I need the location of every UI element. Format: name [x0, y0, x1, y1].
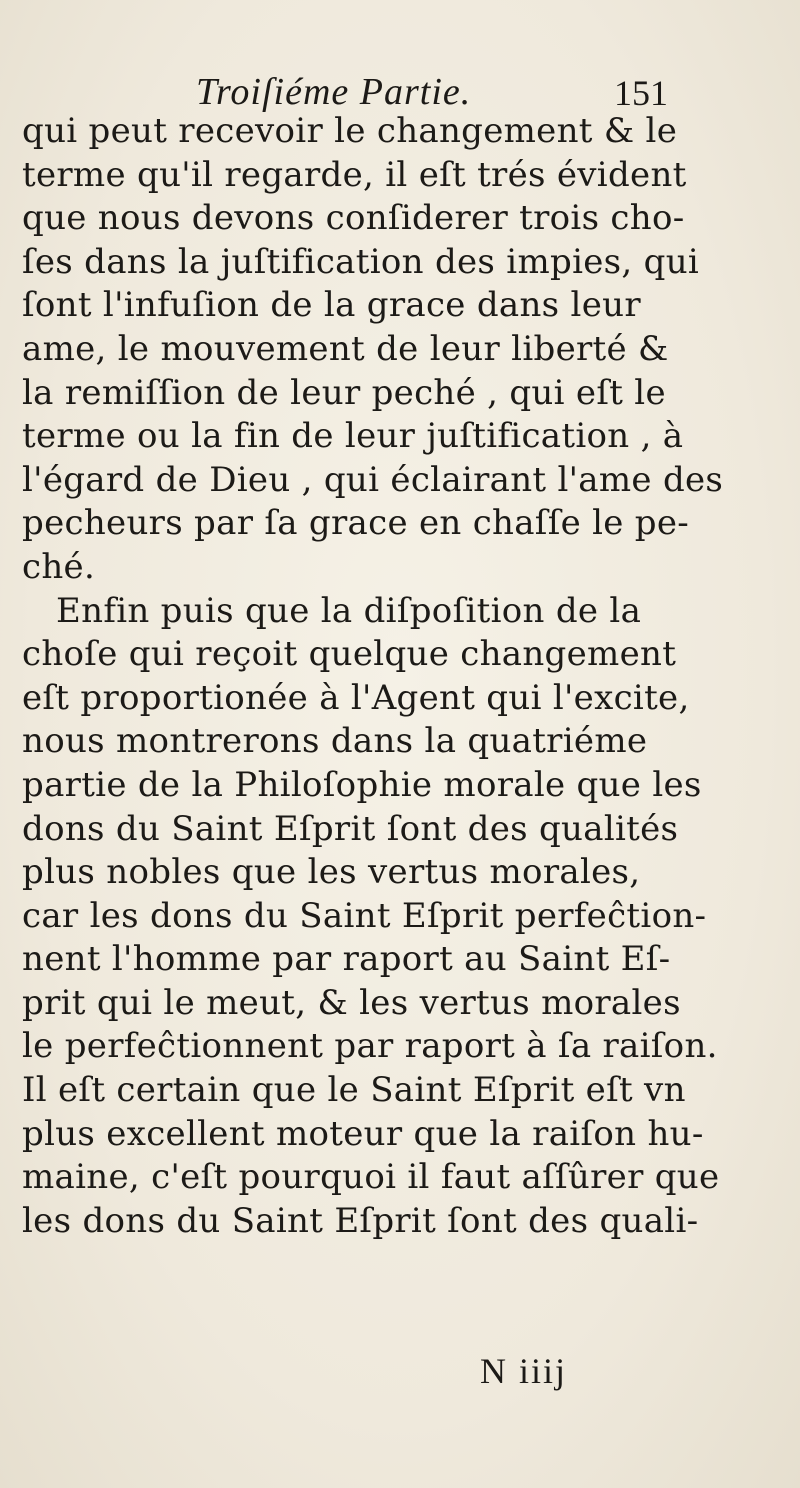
text-line: qui peut recevoir le changement & le — [22, 111, 678, 151]
paragraph-start-line: Enfin puis que la diſpoſition de la — [56, 590, 642, 631]
text-line: ame, le mouvement de leur liberté & — [22, 328, 669, 369]
text-line: les dons du Saint Eſprit ſont des quali- — [22, 1200, 699, 1241]
text-line: l'égard de Dieu , qui éclairant l'ame des — [22, 459, 724, 500]
text-line: nous montrerons dans la quatriéme — [22, 721, 648, 762]
text-line: terme ou la fin de leur juſtification , à — [22, 416, 684, 457]
text-line: terme qu'il regarde, il eſt trés évident — [22, 154, 687, 195]
text-line: ſont l'infuſion de la grace dans leur — [22, 285, 641, 326]
text-line: nent l'homme par raport au Saint Eſ- — [22, 939, 671, 980]
text-line: pecheurs par ſa grace en chaſſe le pe- — [22, 503, 690, 544]
text-line: maine, c'eſt pourquoi il faut aſſûrer que — [22, 1157, 720, 1198]
signature-mark: N iiij — [480, 1351, 568, 1391]
text-line: plus excellent moteur que la raiſon hu- — [22, 1113, 704, 1154]
text-line: prit qui le meut, & les vertus morales — [22, 982, 681, 1023]
body-text — [22, 110, 792, 1243]
text-line: partie de la Philoſophie morale que les — [22, 764, 702, 805]
text-line: car les dons du Saint Eſprit perfeĉtion- — [22, 895, 707, 936]
text-line: la remiſſion de leur peché , qui eſt le — [22, 372, 666, 413]
text-line: ſes dans la juſtification des impies, qui — [22, 241, 700, 282]
text-line: choſe qui reçoit quelque changement — [22, 634, 677, 675]
text-line: eſt proportionée à l'Agent qui l'excite, — [22, 677, 690, 718]
text-line: le perfeĉtionnent par raport à ſa raiſon. — [22, 1026, 718, 1067]
text-line: que nous devons conſiderer trois cho- — [22, 198, 685, 239]
text-line: Il eſt certain que le Saint Eſprit eſt vn — [22, 1070, 686, 1111]
text-line: plus nobles que les vertus morales, — [22, 852, 641, 893]
text-line: dons du Saint Eſprit ſont des qualités — [22, 808, 679, 849]
text-line: ché. — [22, 546, 96, 587]
running-title: Troiſiéme Partie. — [196, 71, 472, 113]
page-number: 151 — [614, 73, 668, 113]
